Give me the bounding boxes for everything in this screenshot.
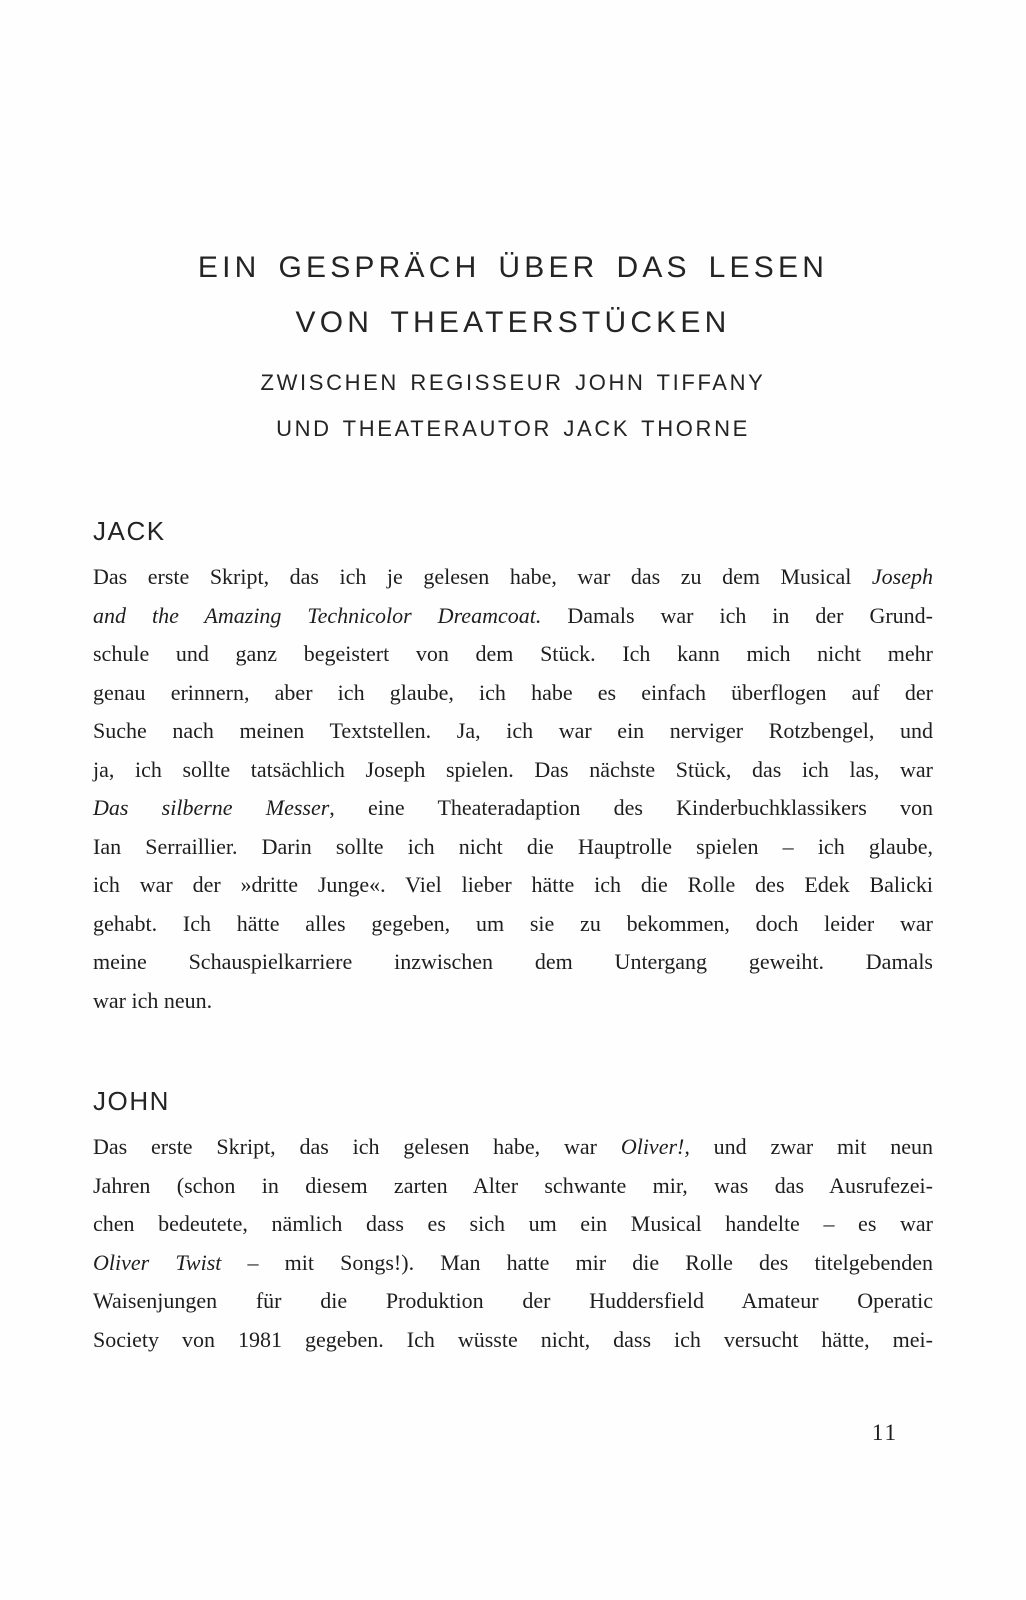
text-line <box>93 558 933 597</box>
chapter-subtitle <box>93 360 933 452</box>
paragraph <box>93 1128 933 1359</box>
chapter-title-line-1: EIN GESPRÄCH ÜBER DAS LESEN <box>197 251 829 284</box>
text-segment: Waisenjungen für die Produktion der Huddersfield Amateur Operatic <box>93 1288 933 1313</box>
text-line <box>93 1282 933 1321</box>
speech-section <box>93 512 933 1020</box>
chapter-title <box>93 240 933 350</box>
text-line <box>93 982 933 1021</box>
speech-section <box>93 1082 933 1359</box>
text-segment: – mit Songs!). Man hatte mir die Rolle des titelgebenden <box>221 1249 934 1275</box>
paragraph <box>93 558 933 1020</box>
speaker-name: JACK <box>93 516 166 546</box>
text-segment: Das erste Skript, das ich je gelesen habe, war das zu dem Musical <box>93 564 872 589</box>
italic-text-segment: Joseph <box>871 564 933 589</box>
text-segment: Damals war ich in der Grund- <box>541 602 933 628</box>
text-segment: war ich neun. <box>93 987 213 1013</box>
italic-text-segment: Oliver Twist <box>93 1249 222 1275</box>
text-segment: Society von 1981 gegeben. Ich wüsste nicht, dass ich versucht hätte, mei- <box>93 1326 933 1352</box>
italic-text-segment: and the Amazing Technicolor Dreamcoat. <box>93 602 542 628</box>
text-line <box>93 828 933 867</box>
text-line <box>93 1321 933 1360</box>
text-line <box>93 1205 933 1244</box>
text-segment: Ian Serraillier. Darin sollte ich nicht die Hauptrolle spielen – ich glaube, <box>93 833 933 859</box>
text-line <box>93 1128 933 1167</box>
italic-text-segment: Das silberne Messer <box>93 795 330 820</box>
text-segment: und zwar mit neun <box>689 1134 933 1159</box>
text-line <box>93 866 933 905</box>
text-line <box>93 712 933 751</box>
text-segment: ich war der »dritte Junge«. Viel lieber hätte ich die Rolle des Edek Balicki <box>93 872 933 897</box>
chapter-subtitle-line-1: ZWISCHEN REGISSEUR JOHN TIFFANY <box>260 370 766 395</box>
text-segment: , eine Theateradaption des Kinderbuchklassikers von <box>329 795 933 820</box>
text-line <box>93 943 933 982</box>
chapter-subtitle-line-2: UND THEATERAUTOR JACK THORNE <box>276 416 750 441</box>
text-segment: Das erste Skript, das ich gelesen habe, war <box>93 1134 621 1159</box>
text-segment: Jahren (schon in diesem zarten Alter schwante mir, was das Ausrufezei- <box>93 1172 933 1198</box>
sections <box>93 512 933 1359</box>
text-segment: genau erinnern, aber ich glaube, ich habe es einfach überflogen auf der <box>93 679 933 705</box>
italic-text-segment: Oliver!, <box>620 1134 690 1159</box>
text-line <box>93 597 933 636</box>
text-segment: meine Schauspielkarriere inzwischen dem Untergang geweiht. Damals <box>93 949 933 974</box>
text-line <box>93 789 933 828</box>
text-segment: ja, ich sollte tatsächlich Joseph spielen. Das nächste Stück, das ich las, war <box>93 756 933 782</box>
text-line <box>93 1244 933 1283</box>
text-segment: chen bedeutete, nämlich dass es sich um ein Musical handelte – es war <box>93 1211 933 1236</box>
chapter-title-line-2: VON THEATERSTÜCKEN <box>295 306 731 339</box>
text-line <box>93 905 933 944</box>
text-line <box>93 674 933 713</box>
speaker-name: JOHN <box>93 1086 171 1116</box>
text-segment: schule und ganz begeistert von dem Stück. Ich kann mich nicht mehr <box>93 641 933 666</box>
text-line <box>93 635 933 674</box>
text-line <box>93 1167 933 1206</box>
text-segment: gehabt. Ich hätte alles gegeben, um sie zu bekommen, doch leider war <box>93 910 933 936</box>
text-segment: Suche nach meinen Textstellen. Ja, ich war ein nerviger Rotzbengel, und <box>93 718 933 743</box>
text-line <box>93 751 933 790</box>
page-number: 11 <box>871 1420 898 1445</box>
